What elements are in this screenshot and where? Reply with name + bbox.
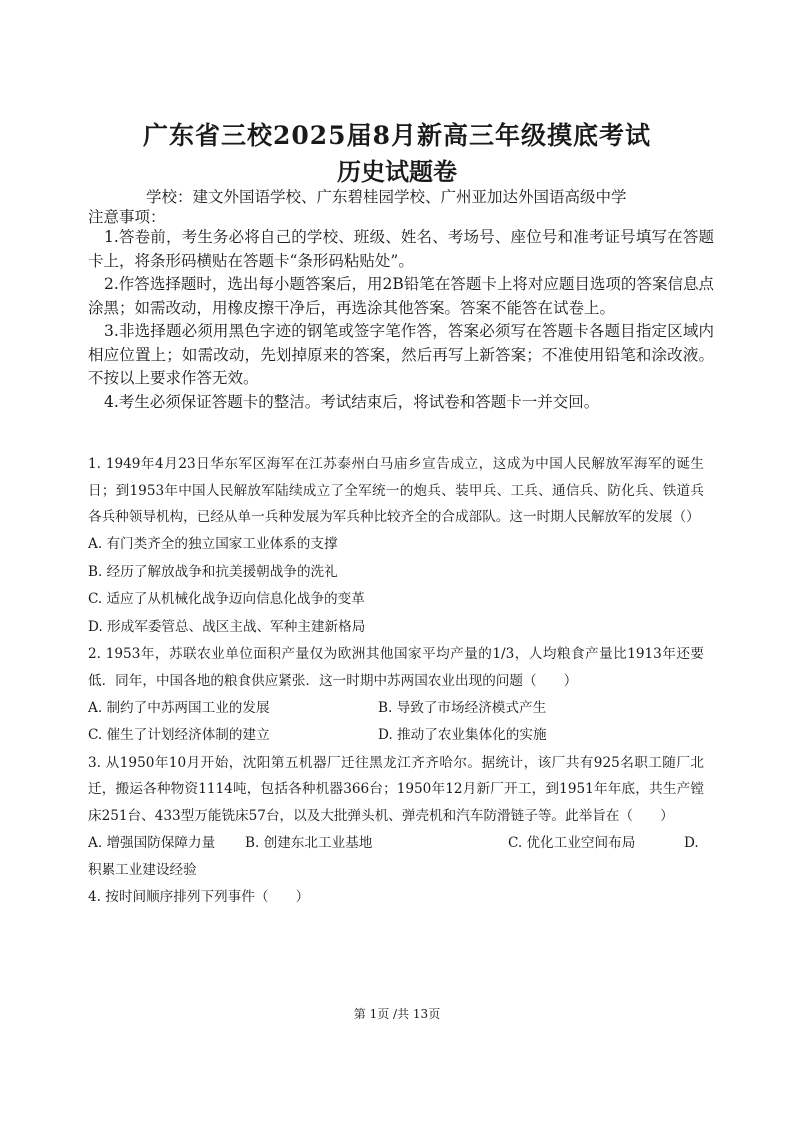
exam-subtitle: 历史试题卷 [337, 157, 457, 186]
notice-list [88, 226, 714, 414]
question-stem: 4. 按时间顺序排列下列事件（ ） [88, 889, 310, 906]
notice-item: 4.考生必须保证答题卡的整洁。考试结束后，将试卷和答题卡一并交回。 [104, 392, 600, 411]
question-4 [88, 884, 704, 912]
option-b: B. 经历了解放战争和抗美援朝战争的洗礼 [88, 563, 338, 580]
option-d: D. 形成军委管总、战区主战、军种主建新格局 [88, 618, 366, 635]
option-c: C. 优化工业空间布局 [508, 834, 636, 851]
option-d-text: 积累工业建设经验 [88, 861, 197, 878]
option-a: A. 有门类齐全的独立国家工业体系的支撑 [88, 536, 338, 553]
question-list [88, 451, 704, 912]
question-stem: 2. 1953年，苏联农业单位面积产量仅为欧洲其他国家平均产量的1/3，人均粮食产量比1913年还要低．同年，中国各地的粮食供应紧张．这一时期中苏两国农业出现的问题（ ） [88, 646, 704, 689]
exam-title: 广东省三校2025届8月新高三年级摸底考试 [143, 121, 651, 150]
schools-line: 学校：建文外国语学校、广东碧桂园学校、广州亚加达外国语高级中学 [146, 188, 627, 206]
question-3 [88, 750, 704, 885]
option-c: C. 适应了从机械化战争迈向信息化战争的变革 [88, 591, 365, 608]
question-stem: 3. 从1950年10月开始，沈阳第五机器厂迁往黑龙江齐齐哈尔。据统计，该厂共有925名职工随厂北迁，搬运各种物资1114吨，包括各种机器366台；1950年12月新厂开工，到1951年年底，共生产镗床251台、433型万能铣床57台，以及大批弹头机、弹壳机和汽车防滑链子等。此举旨在（ ） [88, 754, 704, 824]
option-row [88, 695, 704, 723]
option-d: D. 推动了农业集体化的实施 [378, 727, 547, 744]
option-row [88, 830, 704, 857]
option-b: B. 创建东北工业基地 [245, 834, 373, 851]
notice-item: 1.答卷前，考生务必将自己的学校、班级、姓名、考场号、座位号和准考证号填写在答题卡上，将条形码横贴在答题卡“条形码粘贴处”。 [88, 228, 714, 270]
page-footer: 第 1页 /共 13页 [353, 1007, 441, 1021]
option-c: C. 催生了计划经济体制的建立 [88, 727, 270, 744]
question-1 [88, 451, 704, 641]
notice-item: 2.作答选择题时，选出每小题答案后，用2B铅笔在答题卡上将对应题目选项的答案信息点涂黑；如需改动，用橡皮擦干净后，再选涂其他答案。答案不能答在试卷上。 [88, 275, 714, 317]
option-b: B. 导致了市场经济模式产生 [378, 699, 547, 716]
question-2 [88, 641, 704, 749]
notice-heading: 注意事项： [88, 208, 166, 226]
option-row [88, 722, 704, 750]
option-d-label: D. [684, 834, 699, 851]
option-a: A. 增强国防保障力量 [88, 834, 216, 851]
notice-item: 3.非选择题必须用黑色字迹的钢笔或签字笔作答，答案必须写在答题卡各题目指定区域内相应位置上；如需改动，先划掉原来的答案，然后再写上新答案；不准使用铅笔和涂改液。不按以上要求作答无效。 [88, 322, 714, 387]
question-stem: 1. 1949年4月23日华东军区海军在江苏泰州白马庙乡宣告成立，这成为中国人民解放军海军的诞生日；到1953年中国人民解放军陆续成立了全军统一的炮兵、装甲兵、工兵、通信兵、防化兵、铁道兵各兵种领导机构，已经从单一兵种发展为军兵种比较齐全的合成部队。这一时期人民解放军的发展（） [88, 456, 704, 526]
option-a: A. 制约了中苏两国工业的发展 [88, 699, 270, 716]
